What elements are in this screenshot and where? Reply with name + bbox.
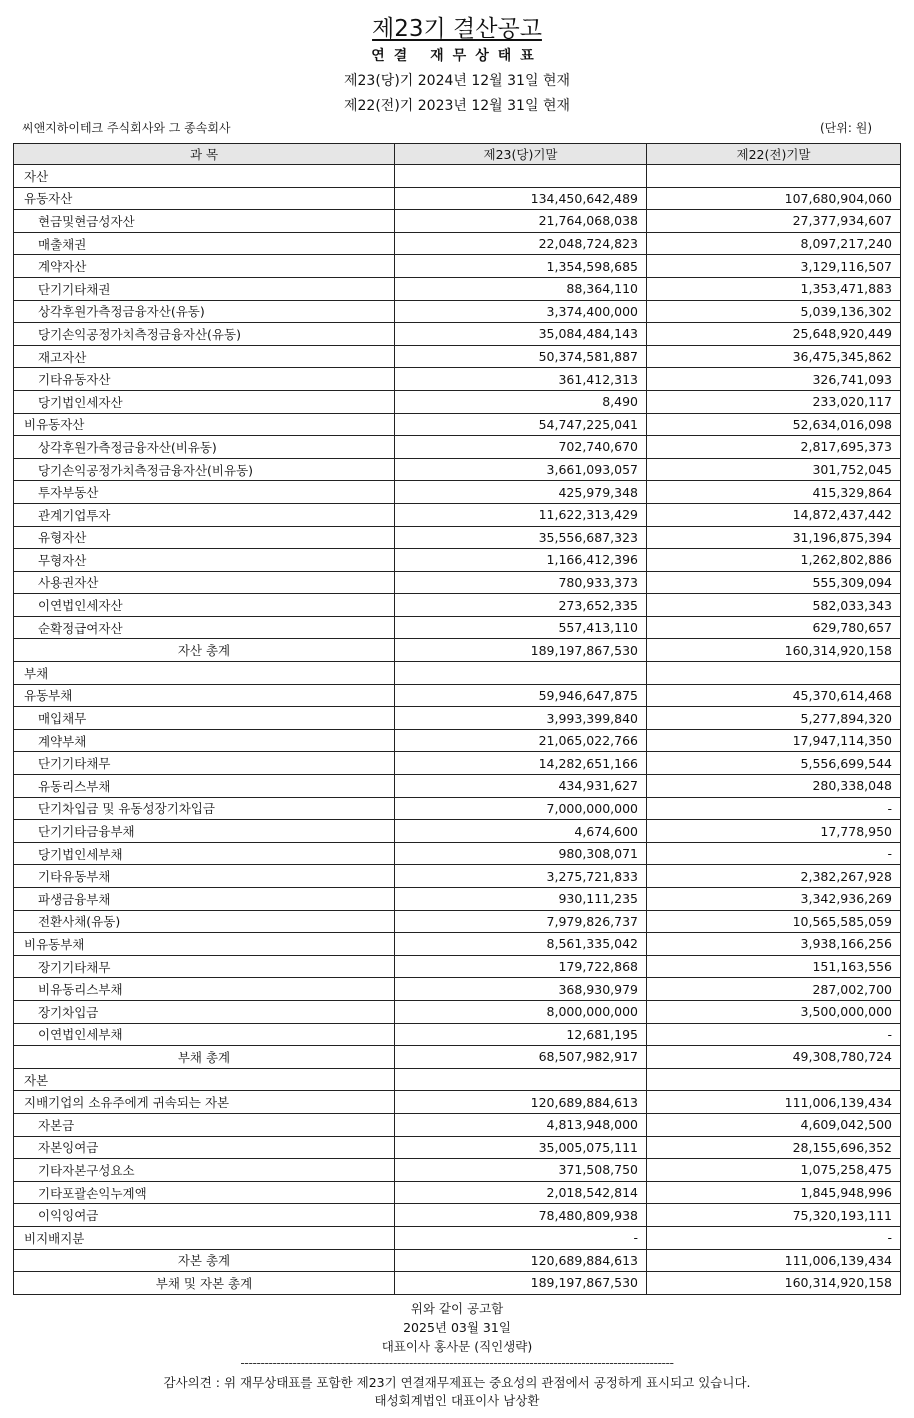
prior-amount-cell: 5,039,136,302 — [647, 300, 901, 323]
total-row — [14, 1249, 901, 1272]
table-row — [14, 729, 901, 752]
account-name-cell: 자산 총계 — [14, 639, 395, 662]
table-header-row — [14, 144, 901, 165]
account-name-cell: 현금및현금성자산 — [14, 210, 395, 233]
prior-amount-cell: 17,778,950 — [647, 820, 901, 843]
account-name-cell: 이익잉여금 — [14, 1204, 395, 1227]
prior-amount-cell: 326,741,093 — [647, 368, 901, 391]
table-row — [14, 368, 901, 391]
prior-amount-cell: - — [647, 1226, 901, 1249]
current-amount-cell: 2,018,542,814 — [395, 1181, 647, 1204]
current-amount-cell: 22,048,724,823 — [395, 232, 647, 255]
table-row — [14, 1068, 901, 1091]
prior-amount-cell: 107,680,904,060 — [647, 187, 901, 210]
account-name-cell: 단기차입금 및 유동성장기차입금 — [14, 797, 395, 820]
current-amount-cell: 120,689,884,613 — [395, 1091, 647, 1114]
current-amount-cell: 4,813,948,000 — [395, 1113, 647, 1136]
account-name-cell: 이연법인세자산 — [14, 594, 395, 617]
account-name-cell: 유동리스부채 — [14, 775, 395, 798]
table-row — [14, 684, 901, 707]
current-amount-cell: 780,933,373 — [395, 571, 647, 594]
table-row — [14, 616, 901, 639]
prior-amount-cell — [647, 165, 901, 188]
prior-amount-cell: 111,006,139,434 — [647, 1091, 901, 1114]
divider-line: ------------------------------------------------------------------------------------------------------------ — [240, 1355, 674, 1370]
table-row — [14, 1159, 901, 1182]
current-amount-cell: 434,931,627 — [395, 775, 647, 798]
account-name-cell: 자본 총계 — [14, 1249, 395, 1272]
current-amount-cell: 54,747,225,041 — [395, 413, 647, 436]
notice-title: 제23기 결산공고 — [372, 16, 542, 42]
prior-amount-cell: 17,947,114,350 — [647, 729, 901, 752]
prior-amount-cell: 151,163,556 — [647, 955, 901, 978]
prior-amount-cell: 160,314,920,158 — [647, 639, 901, 662]
table-row — [14, 232, 901, 255]
prior-amount-cell: 233,020,117 — [647, 390, 901, 413]
current-amount-cell: 425,979,348 — [395, 481, 647, 504]
account-name-cell: 유동자산 — [14, 187, 395, 210]
account-name-cell: 장기기타채무 — [14, 955, 395, 978]
current-amount-cell: 361,412,313 — [395, 368, 647, 391]
account-name-cell: 기타포괄손익누계액 — [14, 1181, 395, 1204]
account-name-cell: 단기기타채무 — [14, 752, 395, 775]
prior-amount-cell: 49,308,780,724 — [647, 1046, 901, 1069]
current-amount-cell: 12,681,195 — [395, 1023, 647, 1046]
company-name: 씨앤지하이테크 주식회사와 그 종속회사 — [22, 121, 231, 135]
current-amount-cell: 4,674,600 — [395, 820, 647, 843]
table-row — [14, 797, 901, 820]
prior-amount-cell: 555,309,094 — [647, 571, 901, 594]
table-row — [14, 1000, 901, 1023]
column-header-account: 과 목 — [14, 144, 395, 165]
prior-amount-cell — [647, 662, 901, 685]
account-name-cell: 투자부동산 — [14, 481, 395, 504]
prior-amount-cell: 36,475,345,862 — [647, 345, 901, 368]
period-prior: 제22(전)기 2023년 12월 31일 현재 — [344, 98, 570, 114]
table-row — [14, 187, 901, 210]
current-amount-cell: 179,722,868 — [395, 955, 647, 978]
current-amount-cell: 980,308,071 — [395, 842, 647, 865]
account-name-cell: 매입채무 — [14, 707, 395, 730]
account-name-cell: 당기법인세자산 — [14, 390, 395, 413]
table-row — [14, 1181, 901, 1204]
current-amount-cell: 78,480,809,938 — [395, 1204, 647, 1227]
table-row — [14, 277, 901, 300]
account-name-cell: 비유동자산 — [14, 413, 395, 436]
account-name-cell: 사용권자산 — [14, 571, 395, 594]
column-header-current: 제23(당)기말 — [395, 144, 647, 165]
current-amount-cell: 8,490 — [395, 390, 647, 413]
account-name-cell: 자본 — [14, 1068, 395, 1091]
table-row — [14, 775, 901, 798]
prior-amount-cell: 301,752,045 — [647, 458, 901, 481]
prior-amount-cell: 1,845,948,996 — [647, 1181, 901, 1204]
table-row — [14, 888, 901, 911]
table-row — [14, 910, 901, 933]
prior-amount-cell: 629,780,657 — [647, 616, 901, 639]
prior-amount-cell: 111,006,139,434 — [647, 1249, 901, 1272]
table-row — [14, 933, 901, 956]
ceo-signature: 대표이사 홍사문 (직인생략) — [381, 1339, 533, 1354]
table-row — [14, 458, 901, 481]
prior-amount-cell: 287,002,700 — [647, 978, 901, 1001]
account-name-cell: 무형자산 — [14, 549, 395, 572]
prior-amount-cell: 280,338,048 — [647, 775, 901, 798]
current-amount-cell: 371,508,750 — [395, 1159, 647, 1182]
current-amount-cell: 3,275,721,833 — [395, 865, 647, 888]
account-name-cell: 지배기업의 소유주에게 귀속되는 자본 — [14, 1091, 395, 1114]
account-name-cell: 비유동리스부채 — [14, 978, 395, 1001]
account-name-cell: 부채 — [14, 662, 395, 685]
table-row — [14, 481, 901, 504]
table-row — [14, 436, 901, 459]
prior-amount-cell: 3,938,166,256 — [647, 933, 901, 956]
account-name-cell: 재고자산 — [14, 345, 395, 368]
prior-amount-cell: 3,342,936,269 — [647, 888, 901, 911]
prior-amount-cell: 2,382,267,928 — [647, 865, 901, 888]
current-amount-cell: 35,005,075,111 — [395, 1136, 647, 1159]
account-name-cell: 순확정급여자산 — [14, 616, 395, 639]
prior-amount-cell: 31,196,875,394 — [647, 526, 901, 549]
table-row — [14, 842, 901, 865]
current-amount-cell: - — [395, 1226, 647, 1249]
prior-amount-cell: 2,817,695,373 — [647, 436, 901, 459]
prior-amount-cell: 4,609,042,500 — [647, 1113, 901, 1136]
account-name-cell: 기타자본구성요소 — [14, 1159, 395, 1182]
account-name-cell: 상각후원가측정금융자산(비유동) — [14, 436, 395, 459]
table-row — [14, 955, 901, 978]
current-amount-cell: 930,111,235 — [395, 888, 647, 911]
prior-amount-cell: 582,033,343 — [647, 594, 901, 617]
table-row — [14, 255, 901, 278]
unit-label: (단위: 원) — [820, 121, 872, 135]
current-amount-cell: 189,197,867,530 — [395, 1272, 647, 1295]
prior-amount-cell: 160,314,920,158 — [647, 1272, 901, 1295]
current-amount-cell: 120,689,884,613 — [395, 1249, 647, 1272]
prior-amount-cell — [647, 1068, 901, 1091]
account-name-cell: 단기기타채권 — [14, 277, 395, 300]
prior-amount-cell: 45,370,614,468 — [647, 684, 901, 707]
account-name-cell: 계약자산 — [14, 255, 395, 278]
prior-amount-cell: 1,353,471,883 — [647, 277, 901, 300]
current-amount-cell: 273,652,335 — [395, 594, 647, 617]
account-name-cell: 유동부채 — [14, 684, 395, 707]
table-row — [14, 549, 901, 572]
prior-amount-cell: 28,155,696,352 — [647, 1136, 901, 1159]
current-amount-cell: 7,979,826,737 — [395, 910, 647, 933]
table-row — [14, 1091, 901, 1114]
account-name-cell: 당기손익공정가치측정금융자산(유동) — [14, 323, 395, 346]
prior-amount-cell: 8,097,217,240 — [647, 232, 901, 255]
current-amount-cell: 59,946,647,875 — [395, 684, 647, 707]
account-name-cell: 비지배지분 — [14, 1226, 395, 1249]
current-amount-cell: 189,197,867,530 — [395, 639, 647, 662]
current-amount-cell: 35,084,484,143 — [395, 323, 647, 346]
current-amount-cell: 1,166,412,396 — [395, 549, 647, 572]
current-amount-cell: 7,000,000,000 — [395, 797, 647, 820]
table-row — [14, 978, 901, 1001]
prior-amount-cell: 5,277,894,320 — [647, 707, 901, 730]
prior-amount-cell: 52,634,016,098 — [647, 413, 901, 436]
prior-amount-cell: 1,262,802,886 — [647, 549, 901, 572]
table-row — [14, 210, 901, 233]
current-amount-cell: 1,354,598,685 — [395, 255, 647, 278]
table-row — [14, 662, 901, 685]
notice-statement: 위와 같이 공고함 — [410, 1301, 504, 1316]
account-name-cell: 계약부채 — [14, 729, 395, 752]
account-name-cell: 자본금 — [14, 1113, 395, 1136]
auditor-name: 태성회계법인 대표이사 남상환 — [374, 1393, 540, 1408]
table-row — [14, 752, 901, 775]
table-row — [14, 300, 901, 323]
account-name-cell: 자본잉여금 — [14, 1136, 395, 1159]
prior-amount-cell: 3,129,116,507 — [647, 255, 901, 278]
table-row — [14, 594, 901, 617]
total-row — [14, 639, 901, 662]
column-header-prior: 제22(전)기말 — [647, 144, 901, 165]
table-row — [14, 1113, 901, 1136]
prior-amount-cell: 415,329,864 — [647, 481, 901, 504]
period-current: 제23(당)기 2024년 12월 31일 현재 — [344, 73, 570, 89]
account-name-cell: 이연법인세부채 — [14, 1023, 395, 1046]
account-name-cell: 파생금융부채 — [14, 888, 395, 911]
account-name-cell: 유형자산 — [14, 526, 395, 549]
prior-amount-cell: 14,872,437,442 — [647, 503, 901, 526]
current-amount-cell: 35,556,687,323 — [395, 526, 647, 549]
prior-amount-cell: - — [647, 842, 901, 865]
table-row — [14, 503, 901, 526]
account-name-cell: 매출채권 — [14, 232, 395, 255]
account-name-cell: 장기차입금 — [14, 1000, 395, 1023]
account-name-cell: 기타유동부채 — [14, 865, 395, 888]
current-amount-cell: 368,930,979 — [395, 978, 647, 1001]
account-name-cell: 전환사채(유동) — [14, 910, 395, 933]
table-row — [14, 390, 901, 413]
table-row — [14, 345, 901, 368]
prior-amount-cell: 5,556,699,544 — [647, 752, 901, 775]
prior-amount-cell: 25,648,920,449 — [647, 323, 901, 346]
prior-amount-cell: 75,320,193,111 — [647, 1204, 901, 1227]
prior-amount-cell: 1,075,258,475 — [647, 1159, 901, 1182]
current-amount-cell — [395, 165, 647, 188]
table-row — [14, 1023, 901, 1046]
total-row — [14, 1046, 901, 1069]
current-amount-cell: 88,364,110 — [395, 277, 647, 300]
current-amount-cell — [395, 1068, 647, 1091]
balance-sheet-table — [13, 143, 901, 1295]
account-name-cell: 자산 — [14, 165, 395, 188]
table-row — [14, 526, 901, 549]
table-row — [14, 865, 901, 888]
current-amount-cell: 8,000,000,000 — [395, 1000, 647, 1023]
current-amount-cell: 702,740,670 — [395, 436, 647, 459]
account-name-cell: 당기법인세부채 — [14, 842, 395, 865]
table-row — [14, 413, 901, 436]
current-amount-cell: 8,561,335,042 — [395, 933, 647, 956]
account-name-cell: 당기손익공정가치측정금융자산(비유동) — [14, 458, 395, 481]
account-name-cell: 관계기업투자 — [14, 503, 395, 526]
account-name-cell: 부채 총계 — [14, 1046, 395, 1069]
current-amount-cell: 3,374,400,000 — [395, 300, 647, 323]
current-amount-cell: 21,764,068,038 — [395, 210, 647, 233]
table-row — [14, 707, 901, 730]
account-name-cell: 단기기타금융부채 — [14, 820, 395, 843]
account-name-cell: 비유동부채 — [14, 933, 395, 956]
table-row — [14, 571, 901, 594]
table-row — [14, 323, 901, 346]
table-row — [14, 1204, 901, 1227]
current-amount-cell: 50,374,581,887 — [395, 345, 647, 368]
total-row — [14, 1272, 901, 1295]
current-amount-cell: 11,622,313,429 — [395, 503, 647, 526]
audit-opinion: 감사의견 : 위 재무상태표를 포함한 제23기 연결재무제표는 중요성의 관점에서 공정하게 표시되고 있습니다. — [163, 1375, 751, 1390]
current-amount-cell: 3,993,399,840 — [395, 707, 647, 730]
table-row — [14, 165, 901, 188]
account-name-cell: 부채 및 자본 총계 — [14, 1272, 395, 1295]
current-amount-cell: 68,507,982,917 — [395, 1046, 647, 1069]
current-amount-cell: 3,661,093,057 — [395, 458, 647, 481]
current-amount-cell: 21,065,022,766 — [395, 729, 647, 752]
account-name-cell: 기타유동자산 — [14, 368, 395, 391]
table-row — [14, 820, 901, 843]
statement-subtitle: 연결 재무상태표 — [371, 48, 543, 64]
table-row — [14, 1226, 901, 1249]
prior-amount-cell: 27,377,934,607 — [647, 210, 901, 233]
current-amount-cell: 557,413,110 — [395, 616, 647, 639]
account-name-cell: 상각후원가측정금융자산(유동) — [14, 300, 395, 323]
prior-amount-cell: 10,565,585,059 — [647, 910, 901, 933]
current-amount-cell: 134,450,642,489 — [395, 187, 647, 210]
table-row — [14, 1136, 901, 1159]
prior-amount-cell: - — [647, 797, 901, 820]
prior-amount-cell: - — [647, 1023, 901, 1046]
notice-date: 2025년 03월 31일 — [403, 1320, 511, 1335]
current-amount-cell — [395, 662, 647, 685]
prior-amount-cell: 3,500,000,000 — [647, 1000, 901, 1023]
current-amount-cell: 14,282,651,166 — [395, 752, 647, 775]
